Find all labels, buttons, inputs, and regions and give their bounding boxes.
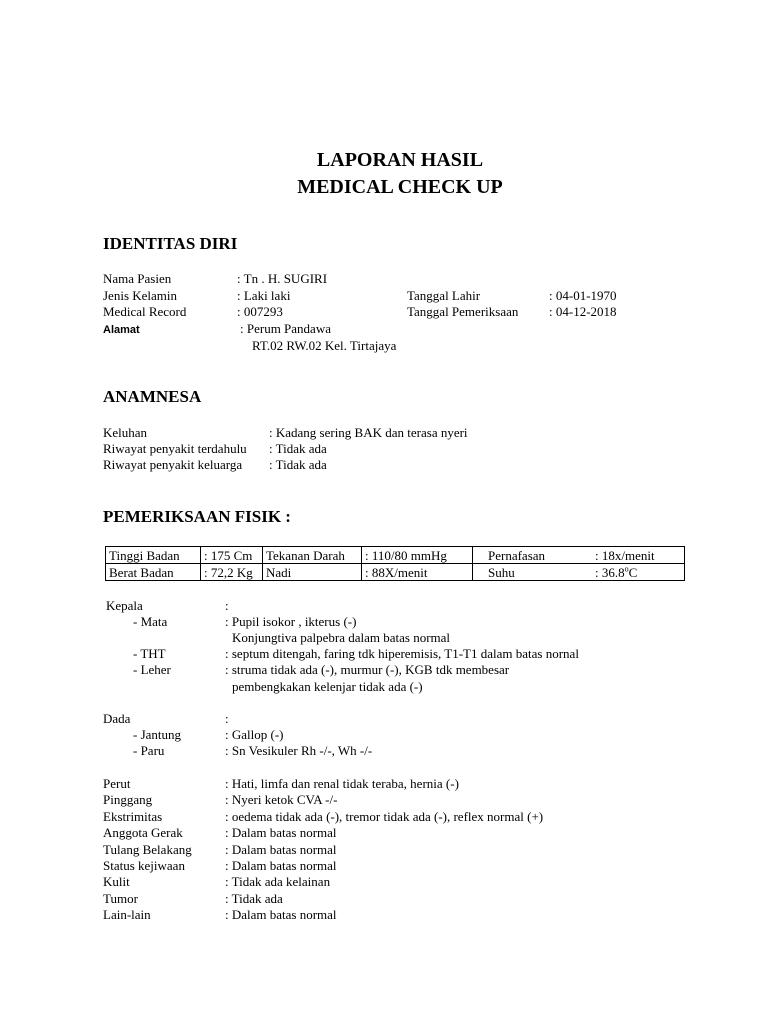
paru-value: : Sn Vesikuler Rh -/-, Wh -/- [225, 743, 373, 758]
report-title-line2: MEDICAL CHECK UP [297, 176, 503, 198]
tanggal-lahir-label: Tanggal Lahir [407, 288, 481, 303]
finding-value: : Tidak ada kelainan [225, 874, 331, 890]
tht-value: : septum ditengah, faring tdk hiperemisis, T1-T1 dalam batas nornal [225, 646, 579, 661]
riwayat-keluarga-label: Riwayat penyakit keluarga [103, 457, 243, 472]
berat-badan-label: Berat Badan [106, 564, 201, 581]
finding-row [103, 874, 331, 890]
finding-label: Kulit [103, 874, 130, 890]
finding-label: Lain-lain [103, 907, 151, 923]
berat-badan-value: : 72,2 Kg [201, 564, 263, 581]
finding-label: Ekstrimitas [103, 808, 163, 824]
finding-row [103, 776, 459, 792]
leher-label: - Leher [133, 662, 171, 677]
dada-label: Dada [103, 711, 131, 726]
medical-record-label: Medical Record [103, 304, 187, 319]
jantung-value: : Gallop (-) [225, 727, 284, 742]
vital-signs-table [105, 546, 685, 581]
alamat-label: Alamat [103, 324, 140, 336]
finding-label: Anggota Gerak [103, 825, 183, 841]
nadi-value: : 88X/menit [362, 564, 473, 581]
tinggi-badan-value: : 175 Cm [201, 547, 263, 564]
finding-value: : Dalam batas normal [225, 841, 337, 857]
mata-line2: Konjungtiva palpebra dalam batas normal [232, 630, 451, 645]
finding-value: : Nyeri ketok CVA -/- [225, 792, 338, 808]
finding-label: Tulang Belakang [103, 841, 192, 857]
keluhan-label: Keluhan [103, 425, 148, 440]
finding-row [103, 792, 338, 808]
finding-label: Status kejiwaan [103, 857, 185, 873]
tanggal-pemeriksaan-value: : 04-12-2018 [549, 304, 617, 319]
leher-line2: pembengkakan kelenjar tidak ada (-) [232, 679, 423, 694]
vital-row-2 [106, 564, 685, 581]
suhu-degree: o [624, 564, 629, 574]
finding-row [103, 857, 337, 874]
finding-row [103, 825, 337, 841]
paru-label: - Paru [133, 743, 165, 758]
mata-value: : Pupil isokor , ikterus (-) [225, 614, 357, 629]
pemeriksaan-fisik-heading: PEMERIKSAAN FISIK : [103, 507, 291, 526]
jenis-kelamin-value: : Laki laki [237, 288, 291, 303]
finding-row [103, 841, 337, 858]
alamat-value: : Perum Pandawa [240, 321, 331, 336]
pernafasan-value: : 18x/menit [581, 547, 685, 564]
tht-label: - THT [133, 646, 166, 661]
finding-value: : oedema tidak ada (-), tremor tidak ada (-), reflex normal (+) [225, 808, 544, 824]
mata-label: - Mata [133, 614, 168, 629]
tanggal-pemeriksaan-label: Tanggal Pemeriksaan [407, 304, 519, 319]
findings-list [103, 776, 544, 924]
kepala-label: Kepala [106, 598, 143, 613]
identity-heading: IDENTITAS DIRI [103, 234, 238, 253]
finding-row [103, 890, 283, 907]
finding-label: Tumor [103, 890, 138, 906]
tanggal-lahir-value: : 04-01-1970 [549, 288, 617, 303]
finding-value: : Dalam batas normal [225, 825, 337, 841]
finding-value: : Tidak ada [225, 890, 283, 906]
tinggi-badan-label: Tinggi Badan [106, 547, 201, 564]
kepala-colon: : [225, 598, 229, 613]
suhu-number: : 36.8 [595, 564, 625, 580]
jenis-kelamin-label: Jenis Kelamin [103, 288, 178, 303]
finding-label: Pinggang [103, 792, 153, 808]
nama-label: Nama Pasien [103, 271, 172, 286]
finding-label: Perut [103, 776, 131, 791]
nama-value: : Tn . H. SUGIRI [237, 271, 328, 286]
jantung-label: - Jantung [133, 727, 182, 742]
anamnesa-heading: ANAMNESA [103, 387, 202, 406]
tekanan-darah-label: Tekanan Darah [263, 547, 362, 564]
finding-row [103, 808, 544, 825]
suhu-unit: C [628, 564, 638, 580]
finding-value: : Hati, limfa dan renal tidak teraba, hernia (-) [225, 776, 459, 791]
pernafasan-label: Pernafasan [473, 547, 582, 564]
finding-value: : Dalam batas normal [225, 907, 337, 923]
keluhan-value: : Kadang sering BAK dan terasa nyeri [269, 425, 468, 440]
riwayat-terdahulu-label: Riwayat penyakit terdahulu [103, 441, 247, 456]
tekanan-darah-value: : 110/80 mmHg [362, 547, 473, 564]
nadi-label: Nadi [263, 564, 362, 581]
dada-colon: : [225, 711, 229, 726]
leher-value: : struma tidak ada (-), murmur (-), KGB tdk membesar [225, 662, 510, 677]
suhu-label: Suhu [473, 564, 582, 581]
finding-row [103, 907, 337, 923]
vital-row-1 [106, 547, 685, 564]
report-title-line1: LAPORAN HASIL [316, 149, 484, 171]
medical-record-value: : 007293 [237, 304, 283, 319]
riwayat-keluarga-value: : Tidak ada [269, 457, 327, 472]
finding-value: : Dalam batas normal [225, 857, 337, 873]
suhu-value [581, 564, 685, 581]
alamat-line2: RT.02 RW.02 Kel. Tirtajaya [252, 338, 397, 353]
riwayat-terdahulu-value: : Tidak ada [269, 441, 327, 456]
